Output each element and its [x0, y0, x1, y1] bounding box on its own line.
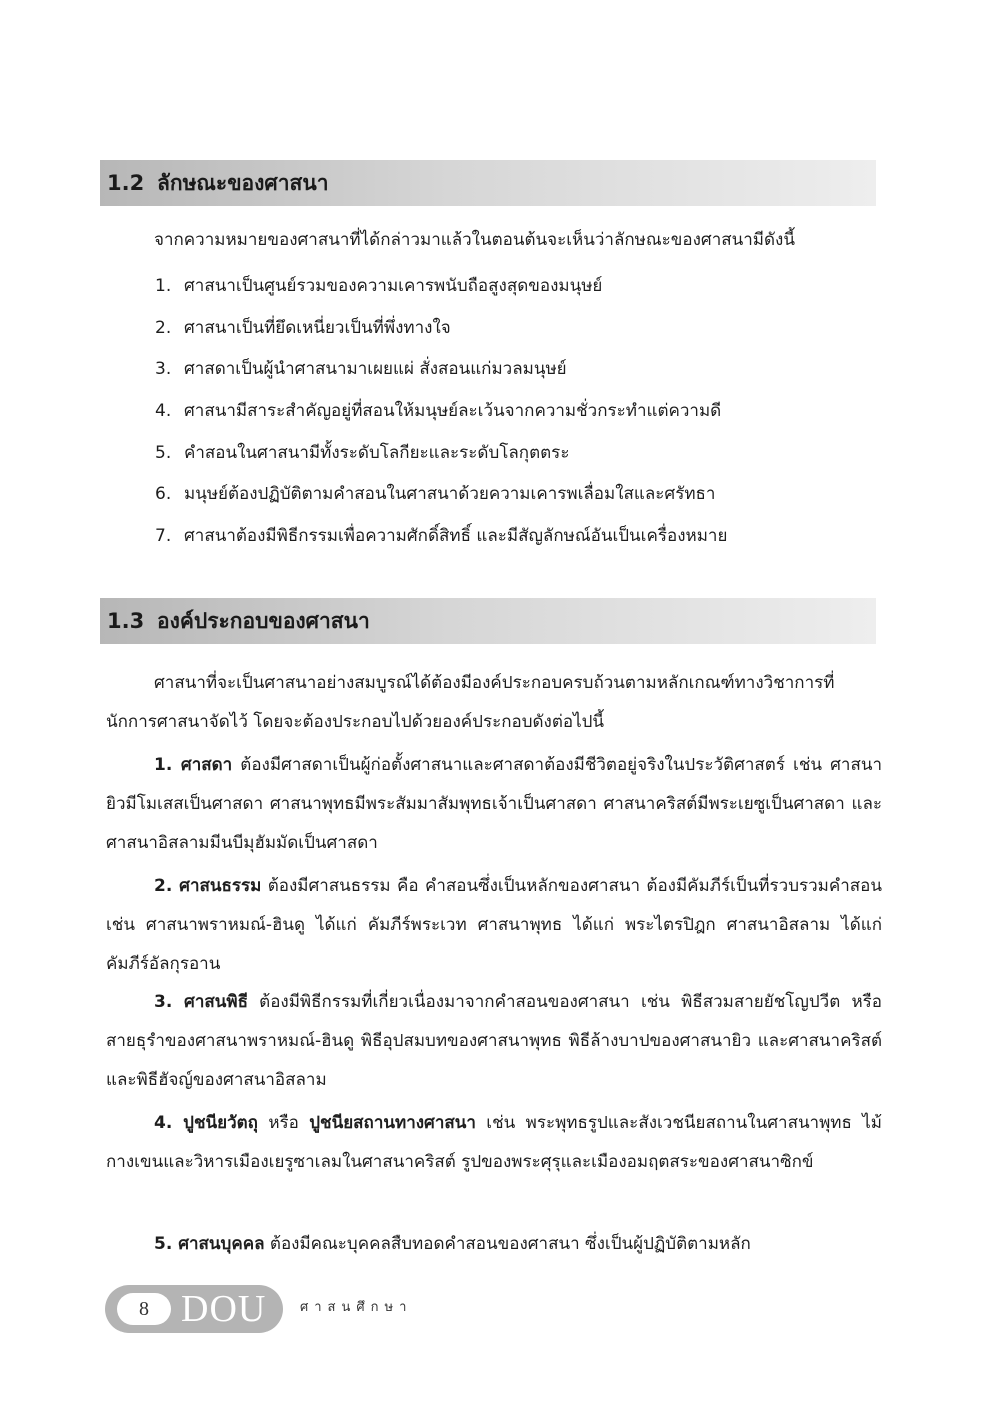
list-item: 6. มนุษย์ต้องปฏิบัติตามคำสอนในศาสนาด้วยความเคารพเลื่อมใสและศรัทธา — [155, 484, 716, 505]
list-item: 2. ศาสนาเป็นที่ยึดเหนี่ยวเป็นที่พึ่งทางใจ — [155, 317, 451, 338]
book-title: ศาสนศึกษา — [300, 1300, 413, 1315]
component-religious-persons: 5. ศาสนบุคคล ต้องมีคณะบุคคลสืบทอดคำสอนของศาสนา ซึ่งเป็นผู้ปฏิบัติตามหลัก — [154, 1234, 751, 1254]
term: 1. ศาสดา — [154, 755, 233, 775]
section-number: 1.3 — [107, 609, 145, 633]
section-header-1-3 — [100, 598, 876, 644]
component-doctrine: 2. ศาสนธรรม ต้องมีศาสนธรรม คือ คำสอนซึ่งเป็นหลักของศาสนา ต้องมีคัมภีร์เป็นที่รวบรวมคำสอน เช่น ศาสนาพราหมณ์-ฮินดู ได้แก่ คัมภีร์พระเวท ศาสนาพุทธ ได้แก่ พระไตรปิฎก ศาสนาอิสลาม ได้แก่ คัมภีร์อัลกุรอาน — [106, 876, 882, 974]
characteristics-list — [155, 266, 727, 558]
component-sacred-objects: 4. ปูชนียวัตถุ หรือ ปูชนียสถานทางศาสนา เช่น พระพุทธรูปและสังเวชนียสถานในศาสนาพุทธ ไม้กางเขนและวิหารเมืองเยรูซาเลมในศาสนาคริสต์ รูปของพระศุรุและเมืองอมฤตสระของศาสนาซิกข์ — [106, 1113, 883, 1172]
section-1-3-intro: ศาสนาที่จะเป็นศาสนาอย่างสมบูรณ์ได้ต้องมีองค์ประกอบครบถ้วนตามหลักเกณฑ์ทางวิชาการที่นักการศาสนาจัดไว้ โดยจะต้องประกอบไปด้วยองค์ประกอบดังต่อไปนี้ — [106, 673, 835, 732]
section-header-1-2 — [100, 160, 876, 206]
list-item: 4. ศาสนามีสาระสำคัญอยู่ที่สอนให้มนุษย์ละเว้นจากความชั่วกระทำแต่ความดี — [155, 401, 722, 422]
section-title: องค์ประกอบของศาสนา — [157, 608, 370, 633]
dou-logo: DOU — [181, 1288, 267, 1330]
list-item: 1. ศาสนาเป็นศูนย์รวมของความเคารพนับถือสูงสุดของมนุษย์ — [155, 276, 603, 296]
term: 5. ศาสนบุคคล — [154, 1234, 265, 1254]
section-number: 1.2 — [107, 171, 145, 195]
list-item: 7. ศาสนาต้องมีพิธีกรรมเพื่อความศักดิ์สิทธิ์ และมีสัญลักษณ์อันเป็นเครื่องหมาย — [155, 526, 728, 547]
section-title: ลักษณะของศาสนา — [157, 170, 329, 195]
section-1-2-intro: จากความหมายของศาสนาที่ได้กล่าวมาแล้วในตอนต้นจะเห็นว่าลักษณะของศาสนามีดังนี้ — [154, 230, 795, 250]
term: 3. ศาสนพิธี — [154, 992, 248, 1012]
list-item: 5. คำสอนในศาสนามีทั้งระดับโลกียะและระดับโลกุตตระ — [155, 442, 570, 463]
component-prophet: 1. ศาสดา ต้องมีศาสดาเป็นผู้ก่อตั้งศาสนาและศาสดาต้องมีชีวิตอยู่จริงในประวัติศาสตร์ เช่น ศาสนายิวมีโมเสสเป็นศาสดา ศาสนาพุทธมีพระสัมมาสัมพุทธเจ้าเป็นศาสดา ศาสนาคริสต์มีพระเยซูเป็นศาสดา และศาสนาอิสลามมีนบีมุฮัมมัดเป็นศาสดา — [106, 755, 882, 853]
term: 4. ปูชนียวัตถุ — [154, 1113, 258, 1133]
term: 2. ศาสนธรรม — [154, 876, 262, 896]
term: ปูชนียสถานทางศาสนา — [309, 1113, 476, 1133]
footer-badge — [105, 1285, 283, 1333]
page-number: 8 — [117, 1293, 171, 1325]
list-item: 3. ศาสดาเป็นผู้นำศาสนามาเผยแผ่ สั่งสอนแก่มวลมนุษย์ — [155, 359, 567, 380]
component-rituals: 3. ศาสนพิธี ต้องมีพิธีกรรมที่เกี่ยวเนื่องมาจากคำสอนของศาสนา เช่น พิธีสวมสายยัชโญปวีต หรือสายธุรำของศาสนาพราหมณ์-ฮินดู พิธีอุปสมบทของศาสนาพุทธ พิธีล้างบาปของศาสนายิว และศาสนาคริสต์ และพิธีฮัจญ์ของศาสนาอิสลาม — [106, 992, 883, 1090]
